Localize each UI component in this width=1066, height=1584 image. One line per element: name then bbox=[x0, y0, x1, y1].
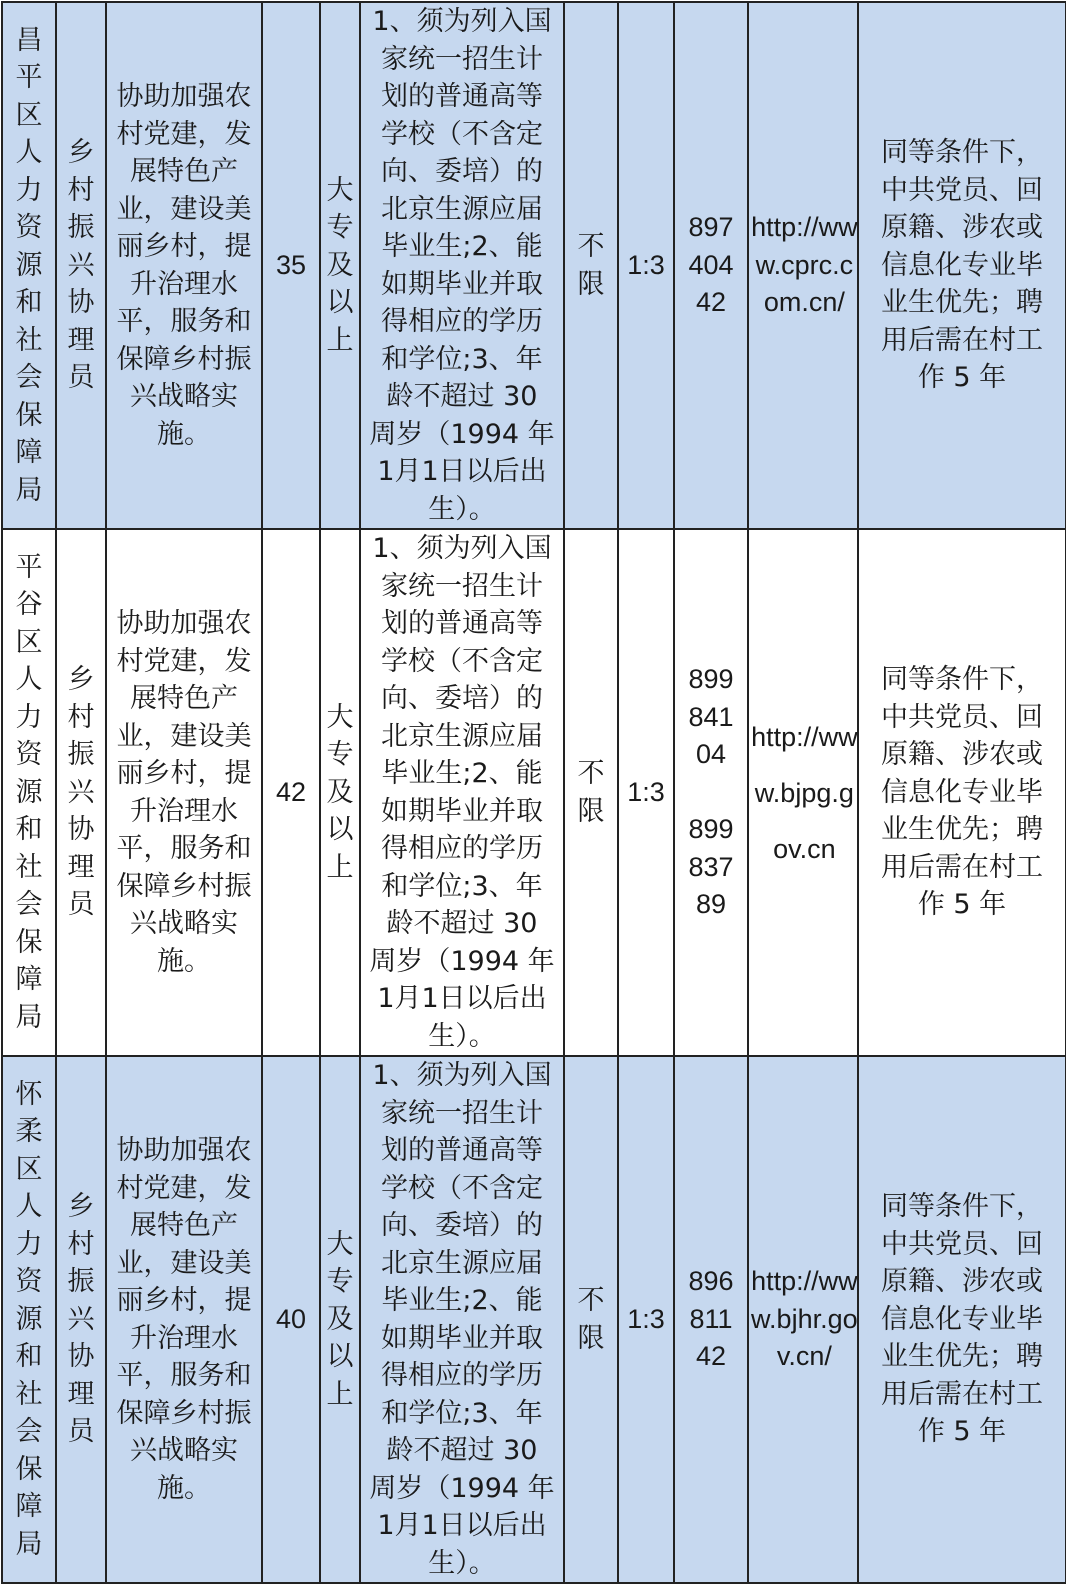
position-cell bbox=[56, 2, 106, 529]
department-text: 昌平区人力资源和社会保障局 bbox=[15, 24, 43, 506]
education-text: 大专及以上 bbox=[326, 174, 354, 356]
major-text: 不限 bbox=[577, 231, 605, 300]
count-cell bbox=[262, 1056, 320, 1583]
requirements-cell bbox=[360, 1056, 564, 1583]
url-cell bbox=[748, 1056, 858, 1583]
major-text: 不限 bbox=[577, 1285, 605, 1354]
ratio-cell bbox=[618, 1056, 674, 1583]
requirements-text: 1、须为列入国家统一招生计划的普通高等学校（不含定向、委培）的北京生源应届毕业生;2、能如期毕业并取得相应的学历和学位;3、年龄不超过 30 周岁（1994 年1月1日以后出生）。 bbox=[369, 6, 555, 525]
ratio-cell bbox=[618, 2, 674, 529]
duties-text: 协助加强农村党建，发展特色产业，建设美丽乡村，提升治理水平，服务和保障乡村振兴战略实施。 bbox=[116, 81, 252, 450]
url-cell bbox=[748, 2, 858, 529]
department-cell bbox=[2, 1056, 56, 1583]
recruitment-table bbox=[1, 1, 1066, 1584]
notes-text: 同等条件下，中共党员、回原籍、涉农或信息化专业毕业生优先；聘用后需在村工作 5 年 bbox=[881, 664, 1043, 921]
duties-cell bbox=[106, 1056, 262, 1583]
ratio-text: 1:3 bbox=[627, 249, 665, 280]
major-cell bbox=[564, 2, 618, 529]
position-cell bbox=[56, 529, 106, 1056]
website-link[interactable]: http://www.bjhr.gov.cn/ bbox=[751, 1266, 858, 1372]
phone-text: 89740442 bbox=[688, 212, 734, 318]
position-text: 乡村振兴协理员 bbox=[67, 1191, 95, 1448]
count-text: 42 bbox=[275, 776, 307, 807]
duties-cell bbox=[106, 2, 262, 529]
position-text: 乡村振兴协理员 bbox=[67, 137, 95, 394]
position-text: 乡村振兴协理员 bbox=[67, 664, 95, 921]
department-text: 怀柔区人力资源和社会保障局 bbox=[15, 1078, 43, 1560]
notes-cell bbox=[858, 529, 1066, 1056]
website-link[interactable]: http://www.bjpg.gov.cn bbox=[751, 721, 858, 864]
phone-cell bbox=[674, 2, 748, 529]
ratio-text: 1:3 bbox=[627, 776, 665, 807]
major-cell bbox=[564, 529, 618, 1056]
phone-text: 89984104 bbox=[688, 664, 734, 770]
ratio-cell bbox=[618, 529, 674, 1056]
table-row bbox=[2, 1056, 1066, 1583]
count-cell bbox=[262, 2, 320, 529]
duties-cell bbox=[106, 529, 262, 1056]
phone-text-secondary: 89983789 bbox=[688, 814, 734, 920]
table-row bbox=[2, 2, 1066, 529]
department-cell bbox=[2, 529, 56, 1056]
count-text: 35 bbox=[275, 249, 307, 280]
education-text: 大专及以上 bbox=[326, 701, 354, 883]
education-cell bbox=[320, 529, 360, 1056]
duties-text: 协助加强农村党建，发展特色产业，建设美丽乡村，提升治理水平，服务和保障乡村振兴战略实施。 bbox=[116, 1135, 252, 1504]
notes-text: 同等条件下，中共党员、回原籍、涉农或信息化专业毕业生优先；聘用后需在村工作 5 年 bbox=[881, 1191, 1043, 1448]
department-text: 平谷区人力资源和社会保障局 bbox=[15, 551, 43, 1033]
major-text: 不限 bbox=[577, 758, 605, 827]
ratio-text: 1:3 bbox=[627, 1303, 665, 1334]
duties-text: 协助加强农村党建，发展特色产业，建设美丽乡村，提升治理水平，服务和保障乡村振兴战略实施。 bbox=[116, 608, 252, 977]
major-cell bbox=[564, 1056, 618, 1583]
requirements-cell bbox=[360, 2, 564, 529]
phone-cell bbox=[674, 529, 748, 1056]
requirements-text: 1、须为列入国家统一招生计划的普通高等学校（不含定向、委培）的北京生源应届毕业生;2、能如期毕业并取得相应的学历和学位;3、年龄不超过 30 周岁（1994 年1月1日以后出生）。 bbox=[369, 533, 555, 1052]
url-cell bbox=[748, 529, 858, 1056]
phone-cell bbox=[674, 1056, 748, 1583]
requirements-text: 1、须为列入国家统一招生计划的普通高等学校（不含定向、委培）的北京生源应届毕业生;2、能如期毕业并取得相应的学历和学位;3、年龄不超过 30 周岁（1994 年1月1日以后出生）。 bbox=[369, 1060, 555, 1579]
requirements-cell bbox=[360, 529, 564, 1056]
notes-cell bbox=[858, 1056, 1066, 1583]
notes-cell bbox=[858, 2, 1066, 529]
website-link[interactable]: http://www.cprc.com.cn/ bbox=[751, 212, 858, 318]
phone-text: 89681142 bbox=[688, 1266, 734, 1372]
department-cell bbox=[2, 2, 56, 529]
education-cell bbox=[320, 2, 360, 529]
education-cell bbox=[320, 1056, 360, 1583]
position-cell bbox=[56, 1056, 106, 1583]
notes-text: 同等条件下，中共党员、回原籍、涉农或信息化专业毕业生优先；聘用后需在村工作 5 年 bbox=[881, 137, 1043, 394]
table-row bbox=[2, 529, 1066, 1056]
count-text: 40 bbox=[275, 1303, 307, 1334]
education-text: 大专及以上 bbox=[326, 1228, 354, 1410]
count-cell bbox=[262, 529, 320, 1056]
